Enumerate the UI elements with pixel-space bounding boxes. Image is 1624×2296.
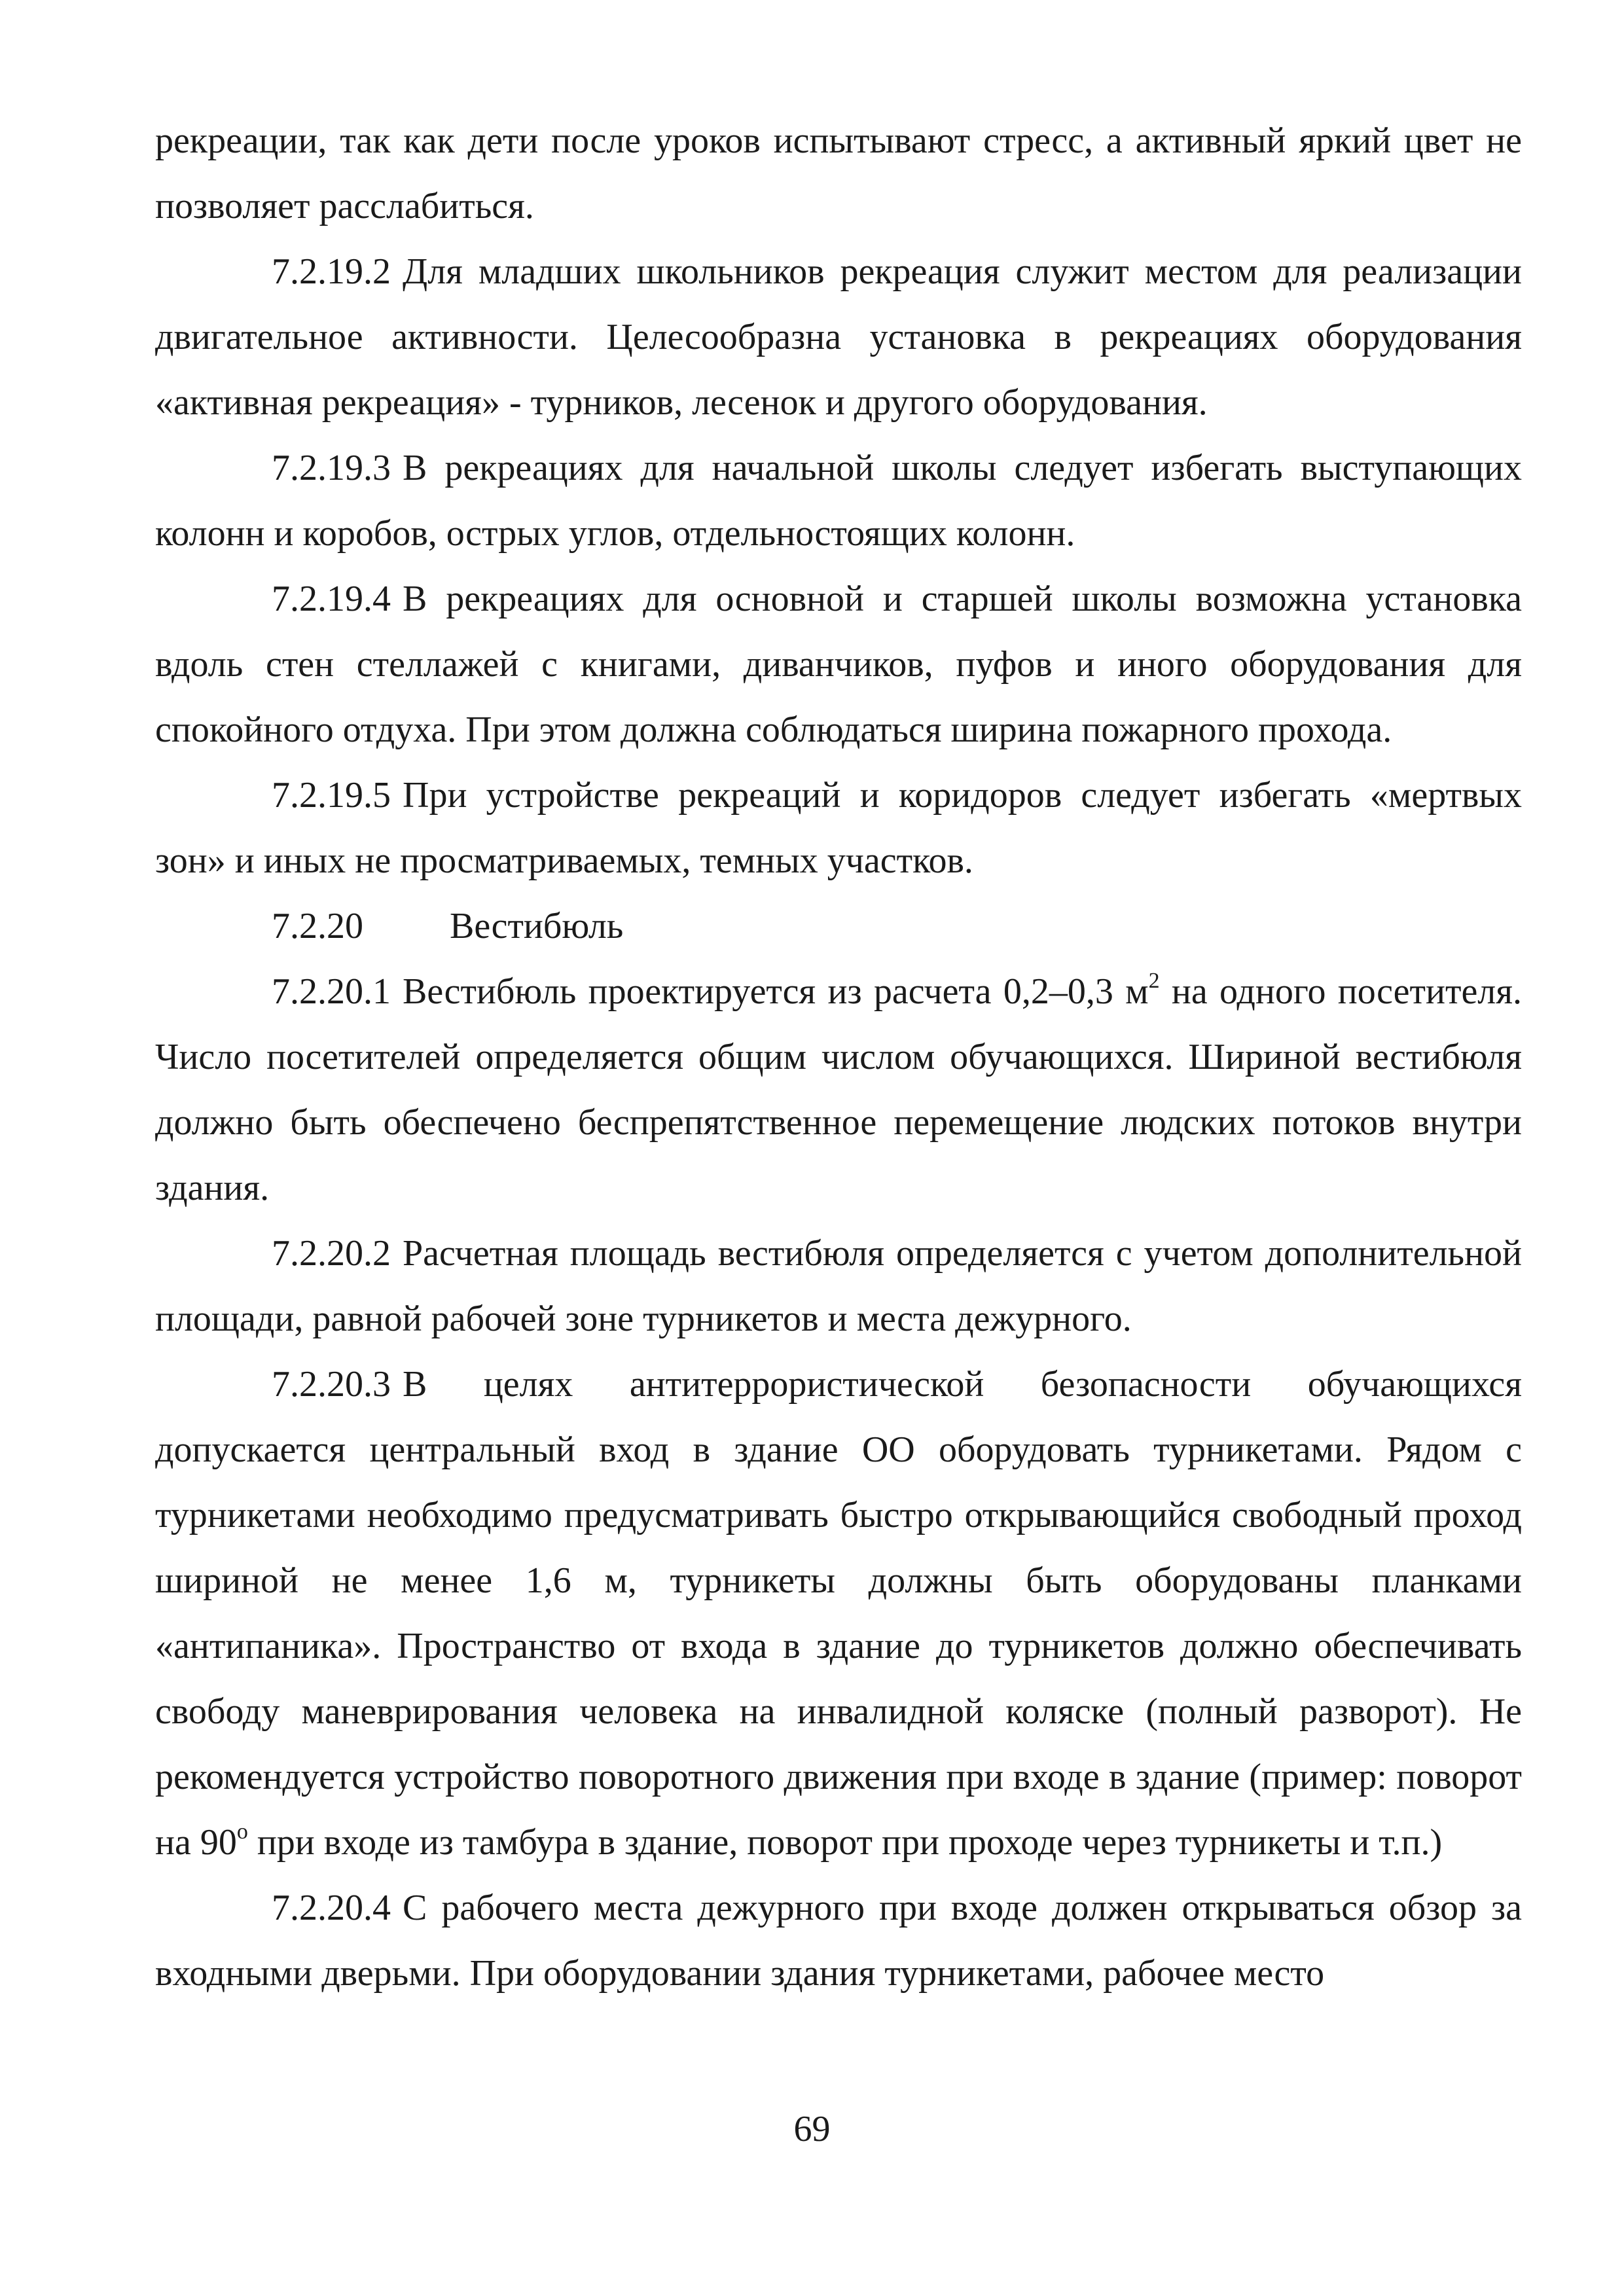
paragraph-7-2-19-4 xyxy=(155,566,1522,762)
section-title: Вестибюль xyxy=(450,906,624,946)
section-heading-7-2-20 xyxy=(155,893,1522,959)
paragraph-7-2-20-2 xyxy=(155,1221,1522,1352)
page-number: 69 xyxy=(793,2109,831,2149)
paragraph-text: В рекреациях для основной и старшей школы возможна установка вдоль стен стеллажей с книгами, диванчиков, пуфов и иного оборудования для спокойного отдуха. При этом должна соблюдаться ширина пожарного прохода. xyxy=(155,579,1522,750)
superscript: 2 xyxy=(1148,969,1160,993)
page-body xyxy=(155,108,1522,2006)
paragraph-continuation xyxy=(155,108,1522,239)
paragraph-7-2-19-5 xyxy=(155,762,1522,893)
clause-number: 7.2.20.3 xyxy=(272,1364,391,1405)
paragraph-7-2-20-3 xyxy=(155,1352,1522,1875)
section-number: 7.2.20 xyxy=(272,906,363,946)
clause-number: 7.2.20.1 xyxy=(272,971,391,1012)
paragraph-text: В рекреациях для начальной школы следует избегать выступающих колонн и коробов, острых углов, отдельностоящих колонн. xyxy=(155,448,1522,554)
clause-number: 7.2.19.3 xyxy=(272,448,391,488)
paragraph-text-continued: при входе из тамбура в здание, поворот при проходе через турникеты и т.п.) xyxy=(247,1822,1443,1863)
paragraph-7-2-19-3 xyxy=(155,435,1522,566)
paragraph-text-continued: на одного посетителя. Число посетителей определяется общим числом обучающихся. Шириной вестибюля должно быть обеспечено беспрепятственное перемещение людских потоков внутри здания. xyxy=(155,971,1523,1208)
paragraph-7-2-20-1 xyxy=(155,959,1522,1221)
clause-number: 7.2.19.5 xyxy=(272,775,391,816)
superscript: о xyxy=(236,1820,248,1844)
paragraph-text: Для младших школьников рекреация служит местом для реализации двигательное активности. Целесообразна установка в рекреациях оборудования «активная рекреация» - турников, лесенок и другого оборудования. xyxy=(155,251,1522,423)
paragraph-7-2-20-4 xyxy=(155,1875,1522,2006)
paragraph-text: рекреации, так как дети после уроков испытывают стресс, а активный яркий цвет не позволяет расслабиться. xyxy=(155,120,1522,226)
paragraph-text: В целях антитеррористической безопасности обучающихся допускается центральный вход в здание ОО оборудовать турникетами. Рядом с турникетами необходимо предусматривать быстро открывающийся свободный проход шириной не менее 1,6 м, турникеты должны быть оборудованы планками «антипаника». Пространство от входа в здание до турникетов должно обеспечивать свободу маневрирования человека на инвалидной коляске (полный разворот). Не рекомендуется устройство поворотного движения при входе в здание (пример: поворот на 90 xyxy=(155,1364,1522,1863)
clause-number: 7.2.19.2 xyxy=(272,251,391,292)
paragraph-7-2-19-2 xyxy=(155,239,1522,435)
paragraph-text: Вестибюль проектируется из расчета 0,2–0,3 м xyxy=(403,971,1149,1012)
paragraph-text: С рабочего места дежурного при входе должен открываться обзор за входными дверьми. При оборудовании здания турникетами, рабочее место xyxy=(155,1888,1522,1994)
paragraph-text: При устройстве рекреаций и коридоров следует избегать «мертвых зон» и иных не просматриваемых, темных участков. xyxy=(155,775,1522,881)
clause-number: 7.2.20.4 xyxy=(272,1888,391,1928)
clause-number: 7.2.20.2 xyxy=(272,1233,391,1274)
clause-number: 7.2.19.4 xyxy=(272,579,391,619)
paragraph-text: Расчетная площадь вестибюля определяется с учетом дополнительной площади, равной рабочей зоне турникетов и места дежурного. xyxy=(155,1233,1522,1339)
